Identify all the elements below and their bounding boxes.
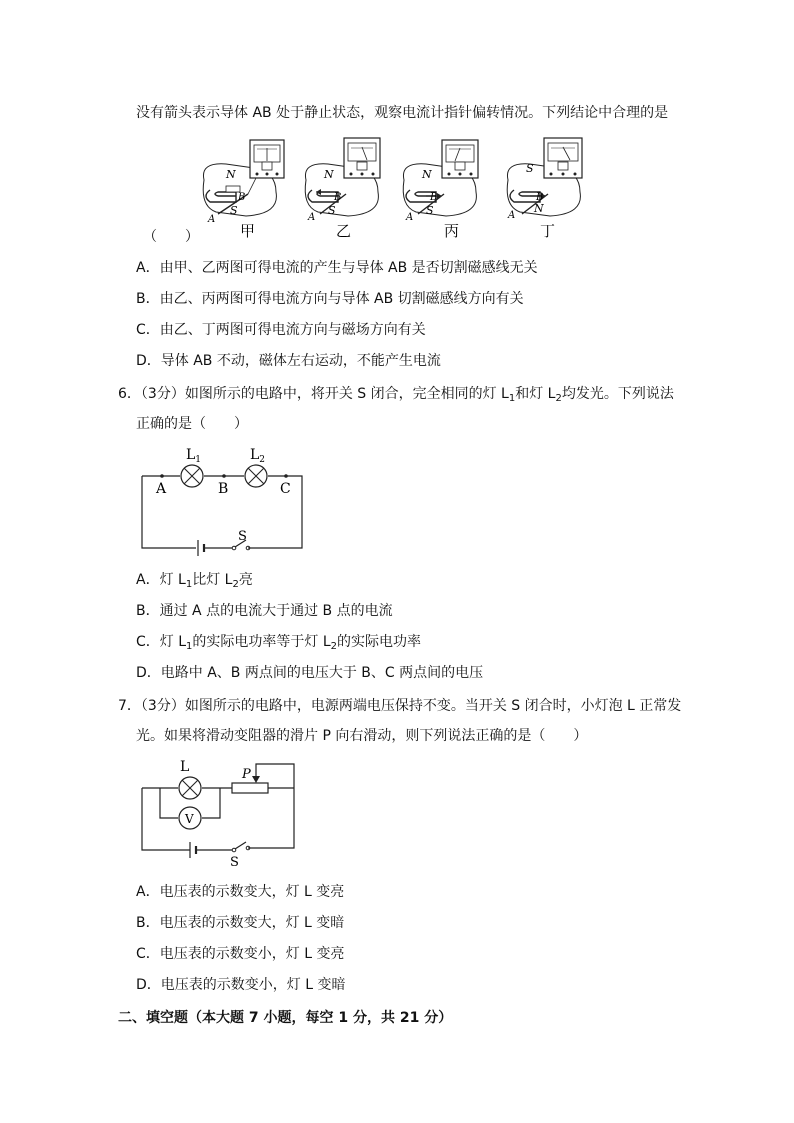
q5-option-c: C．由乙、丁两图可得电流方向与磁场方向有关	[136, 322, 426, 338]
q5-option-b: B．由乙、丙两图可得电流方向与导体 AB 切割磁感线方向有关	[136, 291, 524, 307]
p3-a: A	[508, 210, 516, 221]
p1-s: S	[328, 204, 336, 217]
p2-b: B	[430, 192, 438, 203]
p0-b: B	[238, 192, 246, 203]
q7-lamp-label: L	[180, 759, 190, 775]
q7-option-d: D．电压表的示数变小，灯 L 变暗	[136, 977, 346, 993]
p1-b: B	[334, 192, 342, 203]
q7-stem-line2: 光。如果将滑动变阻器的滑片 P 向右滑动，则下列说法正确的是（ ）	[136, 728, 588, 744]
p3-label: 丁	[540, 222, 556, 240]
p0-a: A	[208, 214, 216, 225]
q7-option-a: A．电压表的示数变大，灯 L 变亮	[136, 884, 345, 900]
q6-option-d: D．电路中 A、B 两点间的电压大于 B、C 两点间的电压	[136, 665, 484, 681]
q6-switch-label: S	[238, 529, 247, 544]
q5-paren: （ ）	[143, 229, 199, 245]
p2-s: S	[426, 204, 434, 217]
q6-option-c: C．灯 $L_1$的实际电功率等于灯 $L_2$的实际电功率	[136, 634, 422, 652]
section-2-title: 二、填空题（本大题 7 小题，每空 1 分，共 21 分）	[118, 1010, 453, 1026]
p2-label: 丙	[444, 222, 460, 240]
p3-n: S	[526, 162, 534, 175]
p2-n: N	[422, 168, 432, 181]
p3-s: N	[534, 202, 544, 215]
p3-b: B	[536, 192, 544, 203]
q5-option-a: A．由甲、乙两图可得电流的产生与导体 AB 是否切割磁感线无关	[136, 260, 538, 276]
p0-label: 甲	[240, 222, 256, 240]
p2-a: A	[406, 212, 414, 223]
q6-l1-label: $L_1$	[186, 447, 202, 465]
q5-intro: 没有箭头表示导体 AB 处于静止状态，观察电流计指针偏转情况。下列结论中合理的是	[136, 105, 669, 121]
q6-point-a: A	[156, 481, 167, 497]
q7-voltmeter-label: V	[185, 812, 194, 826]
p0-n: N	[226, 168, 236, 181]
q7-slider-label: P	[242, 767, 251, 782]
p0-s: S	[230, 204, 238, 217]
q6-point-c: C	[280, 481, 291, 497]
q5-induction-figure	[196, 134, 596, 246]
p1-a: A	[308, 212, 316, 223]
q7-option-c: C．电压表的示数变小，灯 L 变亮	[136, 946, 345, 962]
q7-switch-label: S	[230, 855, 239, 868]
q6-option-b: B．通过 A 点的电流大于通过 B 点的电流	[136, 603, 393, 619]
q6-circuit-figure	[136, 444, 316, 556]
q6-point-b: B	[218, 481, 229, 497]
q7-circuit-figure	[136, 756, 306, 868]
q5-option-d: D．导体 AB 不动，磁体左右运动，不能产生电流	[136, 353, 441, 369]
q7-option-b: B．电压表的示数变大，灯 L 变暗	[136, 915, 345, 931]
q7-stem-line1: 7．（3分）如图所示的电路中，电源两端电压保持不变。当开关 S 闭合时，小灯泡 L 正常发	[118, 698, 682, 714]
q6-option-a: A．灯 $L_1$比灯 $L_2$亮	[136, 572, 253, 590]
q6-stem-line2: 正确的是（ ）	[136, 416, 248, 432]
q6-l2-label: $L_2$	[250, 447, 266, 465]
p1-n: N	[324, 168, 334, 181]
q6-stem-line1: 6．（3分）如图所示的电路中，将开关 S 闭合，完全相同的灯 $L_1$和灯 $L_2$均发光。下列说法	[118, 386, 674, 404]
p1-label: 乙	[336, 222, 352, 240]
